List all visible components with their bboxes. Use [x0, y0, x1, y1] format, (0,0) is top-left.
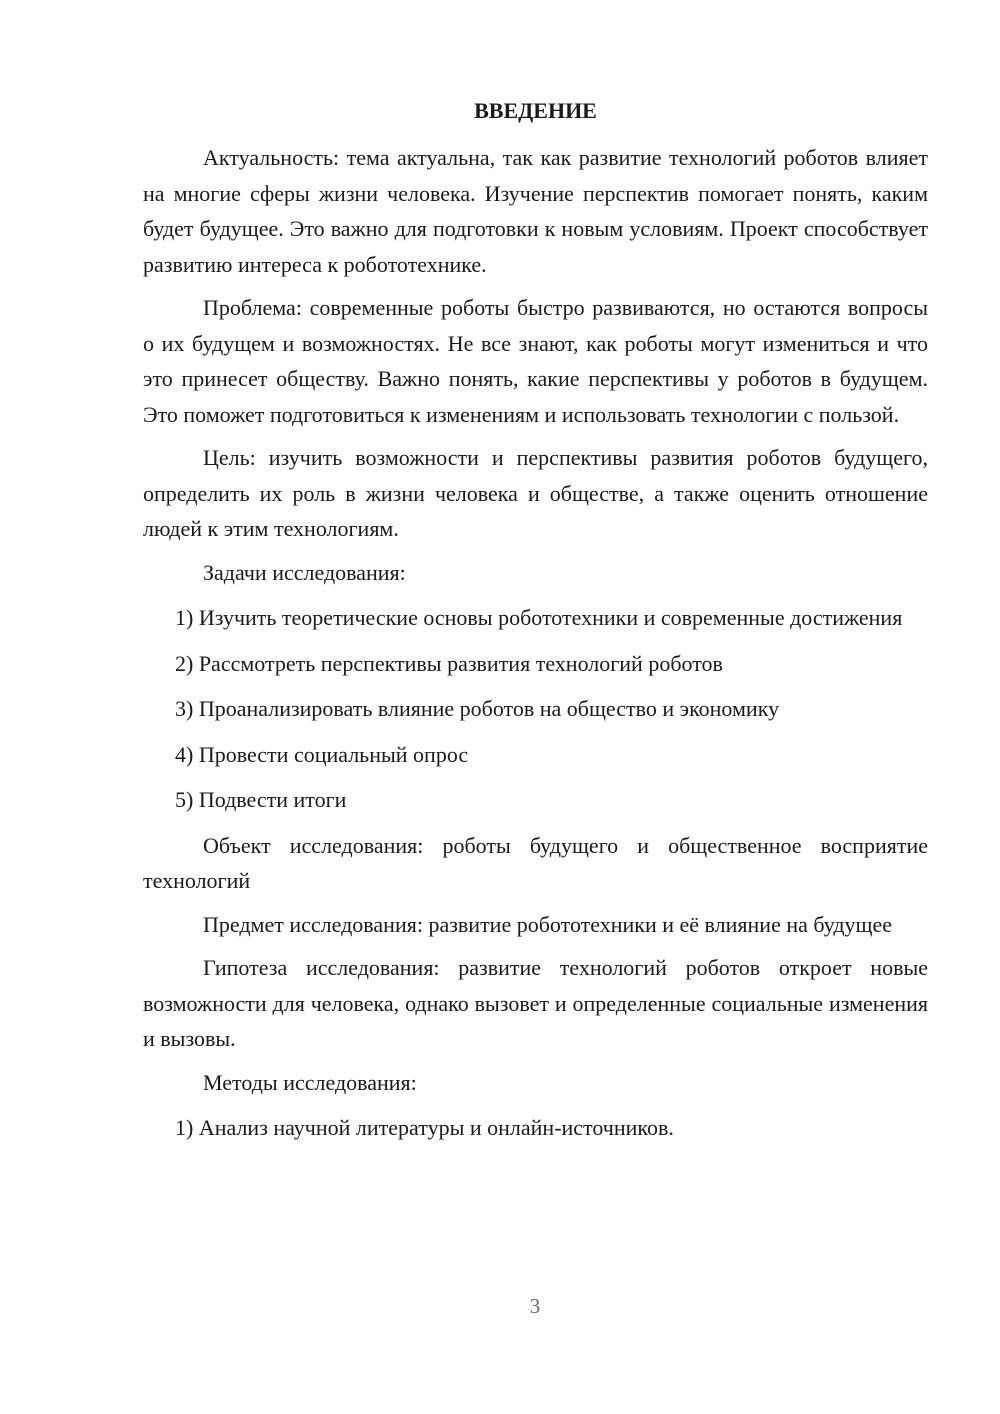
method-item-1: 1) Анализ научной литературы и онлайн-источников. [175, 1115, 674, 1140]
document-page [143, 96, 928, 1156]
tasks-title: Задачи исследования: [203, 559, 406, 585]
task-item-3: 3) Проанализировать влияние роботов на общество и экономику [175, 696, 780, 721]
methods-list [143, 1110, 928, 1146]
object-paragraph: Объект исследования: роботы будущего и общественное восприятие технологий [143, 832, 928, 893]
page-number: 3 [529, 1294, 541, 1318]
section-heading: ВВЕДЕНИЕ [474, 98, 597, 123]
goal-paragraph: Цель: изучить возможности и перспективы развития роботов будущего, определить их роль в жизни человека и обществе, а также оценить отношение людей к этим технологиям. [143, 445, 928, 541]
relevance-paragraph: Актуальность: тема актуальна, так как развитие технологий роботов влияет на многие сферы жизни человека. Изучение перспектив помогает понять, каким будет будущее. Это важно для подготовки к новым условиям. Проект способствует развитию интереса к робототехнике. [143, 145, 928, 277]
task-item-2: 2) Рассмотреть перспективы развития технологий роботов [175, 650, 723, 676]
methods-title: Методы исследования: [203, 1069, 417, 1095]
task-item-1: 1) Изучить теоретические основы робототехники и современные достижения [175, 605, 903, 630]
tasks-list [143, 600, 928, 818]
task-item-5: 5) Подвести итоги [175, 787, 347, 812]
task-item-4: 4) Провести социальный опрос [175, 741, 469, 767]
problem-paragraph: Проблема: современные роботы быстро развиваются, но остаются вопросы о их будущем и возможностях. Не все знают, как роботы могут измениться и что это принесет обществу. Важно понять, какие перспективы у роботов в будущем. Это поможет подготовиться к изменениям и использовать технологии с пользой. [143, 295, 928, 427]
hypothesis-paragraph: Гипотеза исследования: развитие технологий роботов откроет новые возможности для человека, однако вызовет и определенные социальные изменения и вызовы. [143, 955, 928, 1051]
subject-paragraph: Предмет исследования: развитие робототехники и её влияние на будущее [203, 911, 893, 937]
